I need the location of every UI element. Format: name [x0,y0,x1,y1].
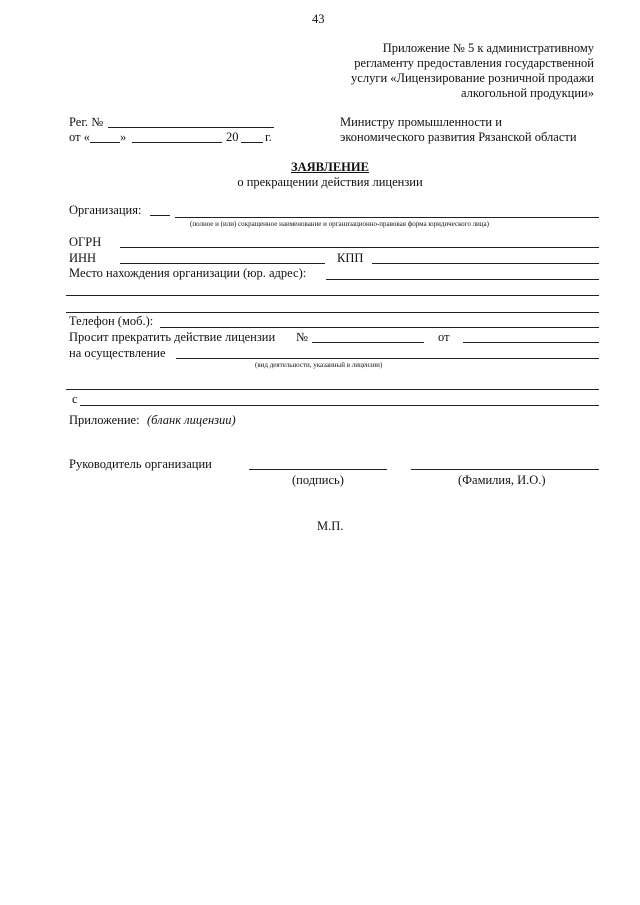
document-subtitle: о прекращении действия лицензии [237,175,423,189]
since-line[interactable] [80,405,599,406]
attachment-value: (бланк лицензии) [147,413,236,427]
kpp-line[interactable] [372,263,599,264]
appendix-line-3: услуги «Лицензирование розничной продажи [351,71,594,85]
phone-line[interactable] [160,327,599,328]
organization-line[interactable] [175,217,599,218]
addressee-line-1: Министру промышленности и [340,115,502,129]
signature-caption: (подпись) [292,473,344,487]
license-number-line[interactable] [312,342,424,343]
appendix-line-2: регламенту предоставления государственной [354,56,594,70]
ogrn-line[interactable] [120,247,599,248]
phone-label: Телефон (моб.): [69,314,154,328]
license-from-label: от [438,330,450,344]
reg-year-suffix: г. [265,130,272,144]
addressee-line-2: экономического развития Рязанской области [340,130,577,144]
reg-label: Рег. № [69,115,104,129]
page-number: 43 [312,12,325,26]
name-caption: (Фамилия, И.О.) [458,473,546,487]
activity-label: на осуществление [69,346,166,360]
reg-year-prefix: 20 [226,130,239,144]
document-title: ЗАЯВЛЕНИЕ [291,160,369,174]
attachment-label: Приложение: [69,413,140,427]
head-label: Руководитель организации [69,457,212,471]
reg-year-line[interactable] [241,142,263,143]
name-line[interactable] [411,469,599,470]
stamp-label: М.П. [317,519,344,533]
ogrn-label: ОГРН [69,235,102,249]
activity-hint: (вид деятельности, указанный в лицензии) [255,361,383,369]
appendix-line-1: Приложение № 5 к административному [382,41,594,55]
license-number-sign: № [296,330,308,344]
request-label: Просит прекратить действие лицензии [69,330,276,344]
activity-line-2[interactable] [66,389,599,390]
address-line-2[interactable] [66,295,599,296]
reg-month-line[interactable] [132,142,222,143]
address-label: Место нахождения организации (юр. адрес): [69,266,307,280]
reg-from-prefix: от « [69,130,90,144]
kpp-label: КПП [337,251,364,265]
reg-number-line[interactable] [108,127,274,128]
signature-line[interactable] [249,469,387,470]
license-date-line[interactable] [463,342,599,343]
inn-label: ИНН [69,251,97,265]
inn-line[interactable] [120,263,325,264]
organization-label: Организация: [69,203,142,217]
organization-line-short[interactable] [150,215,170,216]
since-label: с [72,392,78,406]
reg-from-mid: » [120,130,127,144]
reg-day-line[interactable] [90,142,120,143]
address-line-3[interactable] [66,312,599,313]
address-line-1[interactable] [326,279,599,280]
organization-hint: (полное и (или) сокращенное наименование и организационно-правовая форма юридического лица) [190,220,489,228]
activity-line[interactable] [176,358,599,359]
appendix-line-4: алкогольной продукции» [460,86,594,100]
